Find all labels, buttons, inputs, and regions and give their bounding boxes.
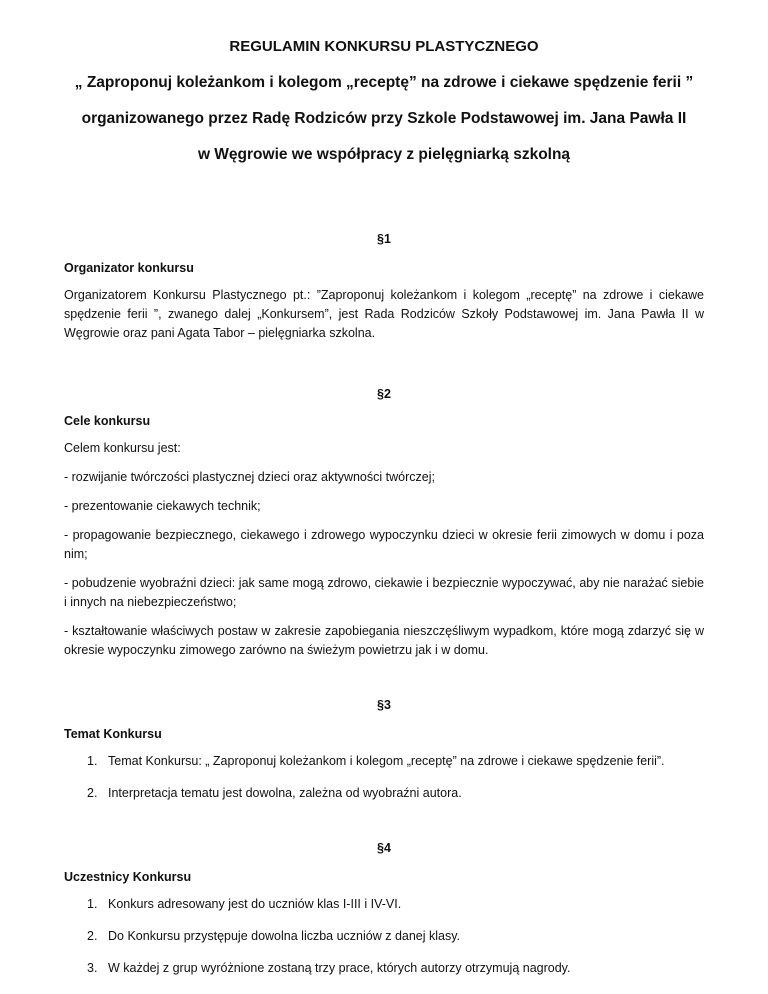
list-item: - propagowanie bezpiecznego, ciekawego i zdrowego wypoczynku dzieci w okresie ferii zimowych w domu i poza nim; <box>64 528 704 561</box>
list-item: - prezentowanie ciekawych technik; <box>64 499 261 513</box>
list-number: 2. <box>87 929 98 943</box>
section-number: §1 <box>377 232 391 246</box>
numbered-list <box>64 897 704 976</box>
cooperation-line: w Węgrowie we współpracy z pielęgniarką szkolną <box>197 146 571 163</box>
list-text: Do Konkursu przystępuje dowolna liczba uczniów z danej klasy. <box>108 929 461 943</box>
list-number: 3. <box>87 961 98 975</box>
contest-name: „ Zaproponuj koleżankom i kolegom „receptę” na zdrowe i ciekawe spędzenie ferii ” <box>74 74 694 91</box>
list-number: 1. <box>87 754 98 768</box>
section-2 <box>64 387 704 660</box>
list-item: - kształtowanie właściwych postaw w zakresie zapobiegania nieszczęśliwym wypadkom, które mogą zdarzyć się w okresie wypoczynku zimowego zarówno na świeżym powietrzu jak i w domu. <box>64 624 704 657</box>
list-text: Interpretacja tematu jest dowolna, zależna od wyobraźni autora. <box>108 786 462 800</box>
section-title: Uczestnicy Konkursu <box>64 870 192 884</box>
section-number: §2 <box>377 387 391 401</box>
section-number: §3 <box>377 698 391 712</box>
list-item: - rozwijanie twórczości plastycznej dzieci oraz aktywności twórczej; <box>64 470 435 484</box>
section-4 <box>64 841 704 976</box>
list-item <box>64 961 704 976</box>
paragraph: Celem konkursu jest: <box>64 441 181 455</box>
paragraph: Organizatorem Konkursu Plastycznego pt.: ”Zaproponuj koleżankom i kolegom „receptę” na zdrowe i ciekawe spędzenie ferii ”, zwanego dalej „Konkursem”, jest Rada Rodziców Szkoły Podstawowej im. Jana Pawła II w Węgrowie oraz pani Agata Tabor – pielęgniarka szkolna. <box>64 288 704 340</box>
list-number: 2. <box>87 786 98 800</box>
list-text: Konkurs adresowany jest do uczniów klas I-III i IV-VI. <box>108 897 402 911</box>
list-item <box>64 897 704 912</box>
list-item <box>64 786 704 801</box>
section-title: Temat Konkursu <box>64 727 162 741</box>
section-number: §4 <box>377 841 391 855</box>
section-3 <box>64 698 704 801</box>
section-1 <box>64 232 704 343</box>
section-title: Organizator konkursu <box>64 261 194 275</box>
list-text: W każdej z grup wyróżnione zostaną trzy prace, których autorzy otrzymują nagrody. <box>108 961 571 975</box>
section-title: Cele konkursu <box>64 414 151 428</box>
list-text: Temat Konkursu: „ Zaproponuj koleżankom i kolegom „receptę” na zdrowe i ciekawe spędzenie ferii”. <box>108 754 665 768</box>
list-item: - pobudzenie wyobraźni dzieci: jak same mogą zdrowo, ciekawie i bezpiecznie wypoczywać, aby nie narażać siebie i innych na niebezpieczeństwo; <box>64 576 704 609</box>
organizer-line: organizowanego przez Radę Rodziców przy Szkole Podstawowej im. Jana Pawła II <box>81 110 687 127</box>
list-item <box>64 754 704 769</box>
list-item <box>64 929 704 944</box>
document-title: REGULAMIN KONKURSU PLASTYCZNEGO <box>229 38 539 55</box>
list-number: 1. <box>87 897 98 911</box>
numbered-list <box>64 754 704 801</box>
